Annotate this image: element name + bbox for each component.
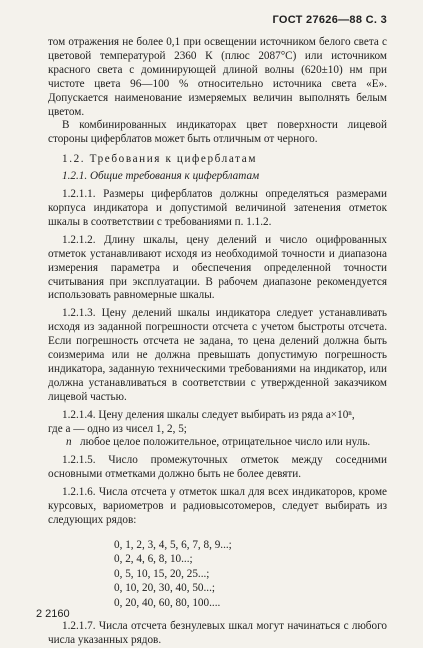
- number-series-row: 0, 20, 40, 60, 80, 100....: [114, 596, 221, 609]
- number-series-row: 0, 10, 20, 30, 40, 50...;: [114, 582, 215, 595]
- clause-1-2-1-1: 1.2.1.1. Размеры циферблатов должны определяться размерами корпуса индикатора и допустимой величиной затенения отметок шкалы в соответствии с требованиями п. 1.1.2.: [48, 188, 387, 228]
- document-body: [48, 36, 387, 648]
- page-header: ГОСТ 27626—88 С. 3: [272, 14, 387, 26]
- clause-1-2-1-4-where: где a — одно из чисел 1, 2, 5;: [48, 422, 187, 435]
- subsection-heading-1-2-1: 1.2.1. Общие требования к циферблатам: [62, 170, 260, 183]
- page-footer: 2 2160: [36, 608, 70, 620]
- paragraph-combined-indicators: В комбинированных индикаторах цвет поверхности лицевой стороны циферблатов может быть отличным от черного.: [48, 119, 387, 146]
- definition-n: [66, 436, 387, 450]
- clause-1-2-1-4: 1.2.1.4. Цену деления шкалы следует выбирать из ряда a×10ⁿ,: [62, 408, 355, 421]
- definition-text: любое целое положительное, отрицательное число или нуль.: [80, 436, 371, 449]
- number-series-row: 0, 2, 4, 6, 8, 10...;: [114, 553, 193, 566]
- definition-symbol: n: [66, 436, 72, 449]
- clause-1-2-1-7: 1.2.1.7. Числа отсчета безнулевых шкал могут начинаться с любого числа указанных рядов.: [48, 620, 387, 647]
- clause-1-2-1-6: 1.2.1.6. Числа отсчета у отметок шкал для всех индикаторов, кроме курсовых, вариометров и радиовысотомеров, следует выбирать из следующих рядов:: [48, 486, 387, 526]
- clause-1-2-1-5: 1.2.1.5. Число промежуточных отметок между соседними основными отметками должно быть не более девяти.: [48, 454, 387, 481]
- paragraph-continued: том отражения не более 0,1 при освещении источником белого света с цветовой температурой 2360 К (плюс 2087°С) или источником красного света с доминирующей длиной волны (620±10) нм при чистоте цвета 96—100 % относительно источника света «Е». Допускается наименование измеряемых величин выполнять белым цветом.: [48, 36, 387, 118]
- section-heading-1-2: 1.2. Требования к циферблатам: [62, 153, 258, 166]
- clause-1-2-1-2: 1.2.1.2. Длину шкалы, цену делений и число оцифрованных отметок устанавливают исходя из необходимой точности и диапазона измерения параметра и обеспечения определенной точности считывания при эксплуатации. В рабочем диапазоне рекомендуется использовать равномерные шкалы.: [48, 233, 387, 302]
- number-series-row: 0, 5, 10, 15, 20, 25...;: [114, 567, 210, 580]
- number-series-row: 0, 1, 2, 3, 4, 5, 6, 7, 8, 9...;: [114, 538, 232, 551]
- clause-1-2-1-3: 1.2.1.3. Цену делений шкалы индикатора следует устанавливать исходя из заданной погрешности отсчета с учетом быстроты отсчета. Если погрешность отсчета не задана, то цена делений должна быть соизмерима или не должна превышать допустимую погрешность индикатора, заданную техническими требованиями на индикатор, или должна устанавливаться в соответствии с утвержденной заказчиком лицевой частью.: [48, 307, 387, 403]
- number-series-list: [114, 538, 387, 611]
